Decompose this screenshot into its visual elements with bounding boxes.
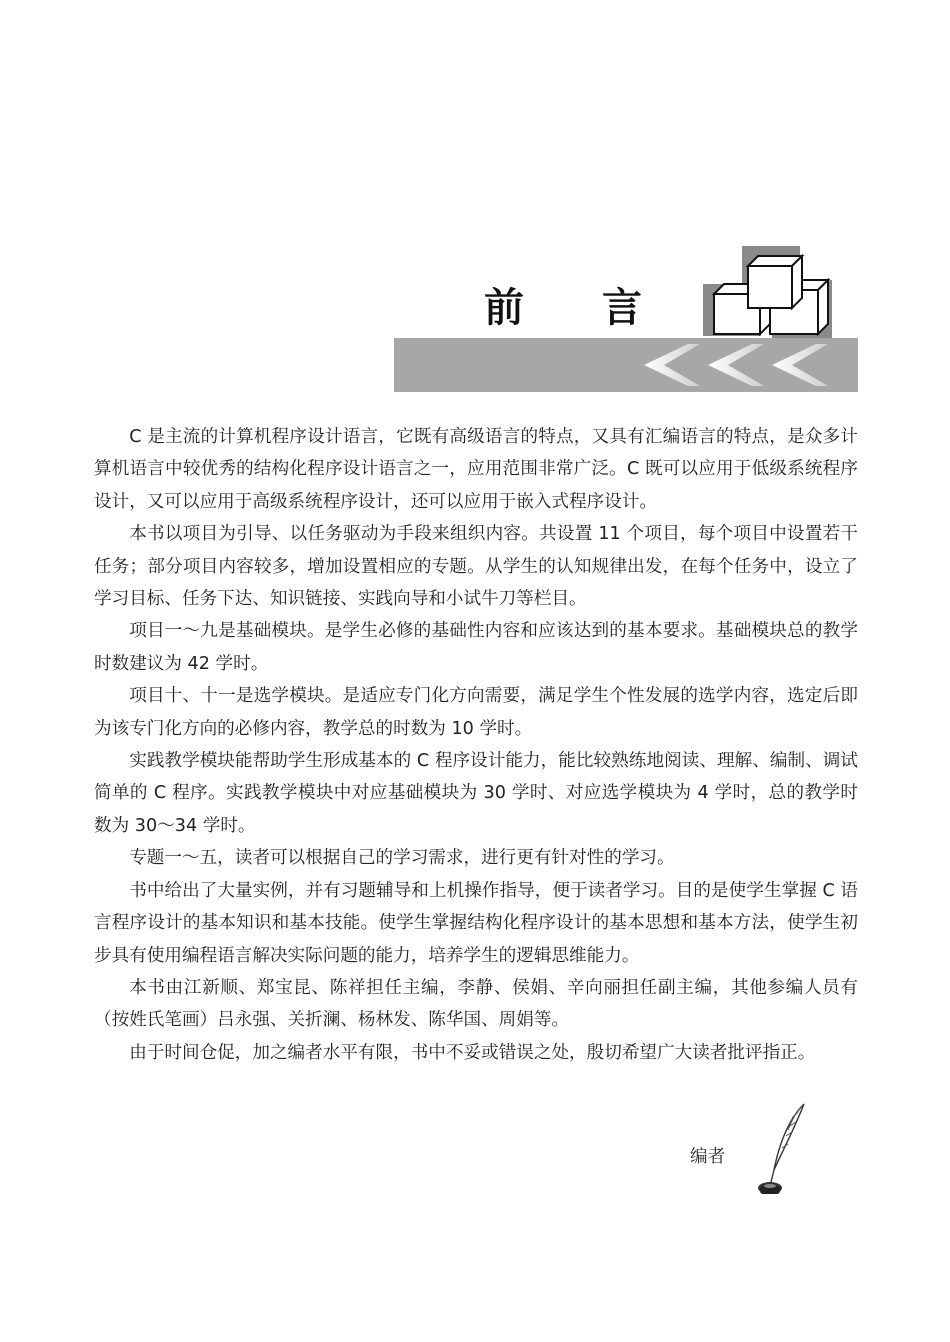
title-char-1: 前 <box>484 285 524 331</box>
signature: 编者 <box>690 1147 726 1167</box>
paragraph: 书中给出了大量实例，并有习题辅导和上机操作指导，便于读者学习。目的是使学生掌握 C 语言程序设计的基本知识和基本技能。使学生掌握结构化程序设计的基本思想和基本方法，使学生初步具有使用编程语言解决实际问题的能力，培养学生的逻辑思维能力。 <box>94 880 858 966</box>
paragraph: 专题一～五，读者可以根据自己的学习需求，进行更有针对性的学习。 <box>129 848 675 869</box>
paragraph: C 是主流的计算机程序设计语言，它既有高级语言的特点，又具有汇编语言的特点，是众多计算机语言中较优秀的结构化程序设计语言之一，应用范围非常广泛。C 既可以应用于低级系统程序设计，又可以应用于高级系统程序设计，还可以应用于嵌入式程序设计。 <box>94 427 858 512</box>
cubes-decoration-icon <box>700 244 835 340</box>
page-title <box>484 276 642 336</box>
paragraph: 项目十、十一是选学模块。是适应专门化方向需要，满足学生个性发展的选学内容，选定后即为该专门化方向的必修内容，教学总的时数为 10 学时。 <box>94 686 858 739</box>
paragraph: 由于时间仓促，加之编者水平有限，书中不妥或错误之处，殷切希望广大读者批评指正。 <box>129 1042 816 1063</box>
paragraph: 实践教学模块能帮助学生形成基本的 C 程序设计能力，能比较熟练地阅读、理解、编制、调试简单的 C 程序。实践教学模块中对应基础模块为 30 学时、对应选学模块为 4 学时，总的教学时数为 30～34 学时。 <box>94 751 858 836</box>
paragraph: 本书由江新顺、郑宝昆、陈祥担任主编，李静、侯娟、辛向丽担任副主编，其他参编人员有（按姓氏笔画）吕永强、关折澜、杨林发、陈华国、周娟等。 <box>94 977 858 1031</box>
paragraph: 项目一～九是基础模块。是学生必修的基础性内容和应该达到的基本要求。基础模块总的教学时数建议为 42 学时。 <box>94 621 858 674</box>
chevron-arrows-icon <box>640 338 858 392</box>
preface-body <box>94 421 858 1069</box>
title-char-2: 言 <box>602 285 642 331</box>
quill-inkwell-icon <box>752 1100 812 1200</box>
paragraph: 本书以项目为引导、以任务驱动为手段来组织内容。共设置 11 个项目，每个项目中设置若干任务；部分项目内容较多，增加设置相应的专题。从学生的认知规律出发，在每个任务中，设立了学习目标、任务下达、知识链接、实践向导和小试牛刀等栏目。 <box>94 524 858 610</box>
